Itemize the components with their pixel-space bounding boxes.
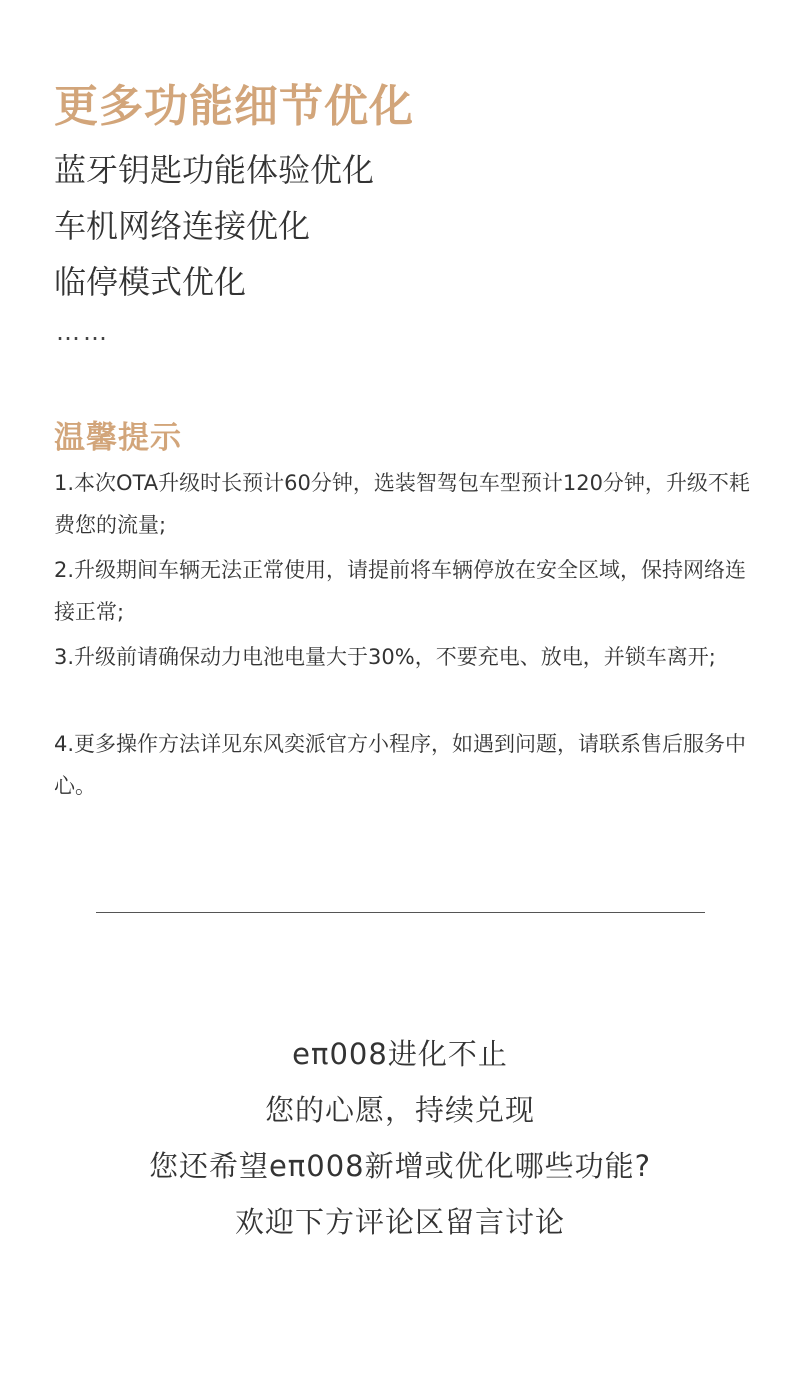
closing-line: 您的心愿，持续兑现 (264, 1093, 535, 1127)
closing-message (0, 1026, 800, 1250)
closing-line: 您还希望eπ008新增或优化哪些功能? (148, 1149, 652, 1183)
tip-item: 1.本次OTA升级时长预计60分钟，选装智驾包车型预计120分钟，升级不耗费您的流量; (54, 471, 750, 537)
tips-title: 温馨提示 (54, 420, 182, 456)
closing-line: eπ008进化不止 (292, 1037, 508, 1071)
feature-item: 车机网络连接优化 (54, 207, 311, 245)
tip-item: 3.升级前请确保动力电池电量大于30%，不要充电、放电，并锁车离开; (54, 645, 716, 669)
tip-item: 2.升级期间车辆无法正常使用，请提前将车辆停放在安全区域，保持网络连接正常; (54, 558, 747, 624)
feature-item: 蓝牙钥匙功能体验优化 (54, 151, 375, 189)
closing-line: 欢迎下方评论区留言讨论 (234, 1205, 565, 1239)
feature-item: 临停模式优化 (54, 263, 247, 301)
more-ellipsis: …… (56, 318, 110, 346)
feature-list (54, 142, 374, 310)
tip-item: 4.更多操作方法详见东风奕派官方小程序，如遇到问题，请联系售后服务中心。 (54, 732, 747, 798)
divider (96, 912, 705, 913)
page-title: 更多功能细节优化 (54, 81, 414, 132)
tips-list (54, 462, 754, 810)
